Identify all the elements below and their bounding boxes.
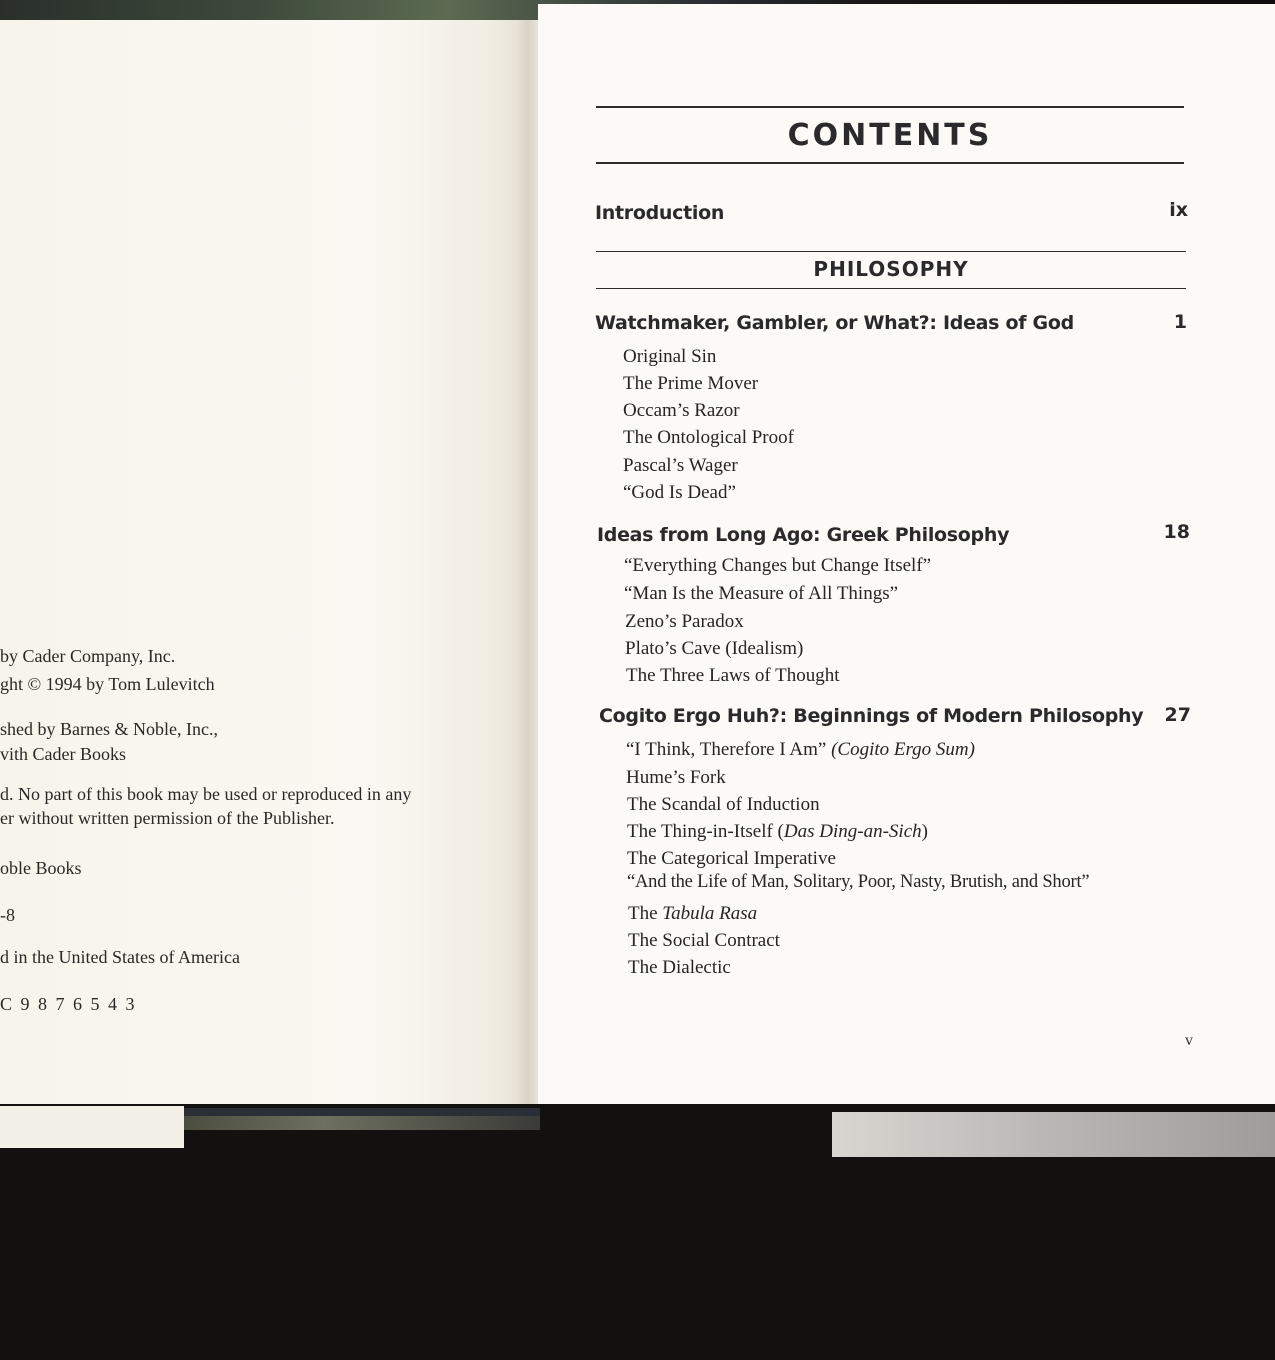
copyright-line: d. No part of this book may be used or reproduced in any (0, 784, 412, 804)
copyright-line: by Cader Company, Inc. (0, 646, 176, 666)
title-rule-top (596, 106, 1184, 108)
entry-text: The Scandal of Induction (627, 794, 820, 815)
title-rule-bottom (596, 162, 1184, 164)
toc-page-number: 18 (1163, 521, 1190, 543)
toc-entry: Zeno’s Paradox (625, 611, 744, 632)
toc-page-number: 27 (1164, 704, 1191, 726)
left-page (0, 20, 528, 1108)
chapter-heading: Cogito Ergo Huh?: Beginnings of Modern Philosophy (599, 705, 1144, 727)
entry-text: “I Think, Therefore I Am” (626, 739, 832, 760)
copyright-line: d in the United States of America (0, 947, 240, 967)
entry-text: The (628, 903, 663, 924)
printing-line: C 9 8 7 6 5 4 3 (0, 994, 137, 1014)
toc-entry (627, 872, 1089, 893)
toc-entry: Original Sin (623, 346, 717, 367)
toc-entry: “Man Is the Measure of All Things” (624, 583, 899, 604)
entry-text: The Categorical Imperative (627, 848, 836, 869)
toc-entry: “God Is Dead” (623, 482, 736, 503)
toc-entry: Pascal’s Wager (623, 455, 738, 476)
entry-text: “And the Life of Man, Solitary, Poor, Nasty, Brutish, and Short” (627, 872, 1090, 892)
toc-entry (628, 957, 731, 979)
copyright-line: er without written permission of the Publisher. (0, 808, 335, 828)
toc-entry (628, 903, 757, 925)
toc-entry (628, 930, 780, 952)
toc-introduction: Introduction (595, 202, 725, 224)
toc-entry: The Three Laws of Thought (626, 665, 840, 686)
entry-text: The Dialectic (628, 957, 731, 978)
copyright-line: -8 (0, 905, 15, 925)
copyright-line: shed by Barnes & Noble, Inc., (0, 719, 218, 739)
entry-text: The Social Contract (628, 930, 780, 951)
toc-entry: The Ontological Proof (623, 427, 794, 448)
toc-entry (627, 848, 836, 870)
toc-entry (627, 821, 928, 843)
scanner-strip (832, 1112, 1275, 1157)
section-rule-top (596, 251, 1186, 252)
toc-entry (627, 794, 820, 816)
toc-page-number: 1 (1173, 311, 1187, 333)
entry-text: The Thing-in-Itself ( (627, 821, 784, 842)
entry-text: Hume’s Fork (626, 767, 726, 788)
copyright-line: vith Cader Books (0, 744, 126, 764)
entry-italic: Tabula Rasa (662, 903, 758, 924)
entry-italic: Das Ding-an-Sich (783, 821, 922, 842)
page-title: CONTENTS (787, 118, 993, 153)
toc-page-number: ix (1169, 199, 1188, 221)
chapter-heading: Ideas from Long Ago: Greek Philosophy (597, 524, 1010, 546)
section-rule-bottom (596, 288, 1186, 289)
chapter-heading: Watchmaker, Gambler, or What?: Ideas of God (595, 312, 1074, 334)
entry-italic: (Cogito Ergo Sum) (831, 739, 975, 760)
toc-entry: The Prime Mover (623, 373, 759, 394)
copyright-line: ght © 1994 by Tom Lulevitch (0, 674, 215, 694)
toc-entry (626, 767, 726, 789)
book-cover-binding (180, 1108, 540, 1116)
entry-text-after: ) (921, 821, 928, 842)
copyright-line: oble Books (0, 858, 82, 878)
toc-entry: Occam’s Razor (623, 400, 740, 421)
page-folio: v (1185, 1032, 1193, 1049)
toc-entry (626, 739, 975, 761)
section-title: PHILOSOPHY (813, 257, 969, 281)
paper-edge (0, 1106, 184, 1148)
toc-entry: “Everything Changes but Change Itself” (624, 555, 932, 576)
toc-entry: Plato’s Cave (Idealism) (625, 638, 804, 659)
